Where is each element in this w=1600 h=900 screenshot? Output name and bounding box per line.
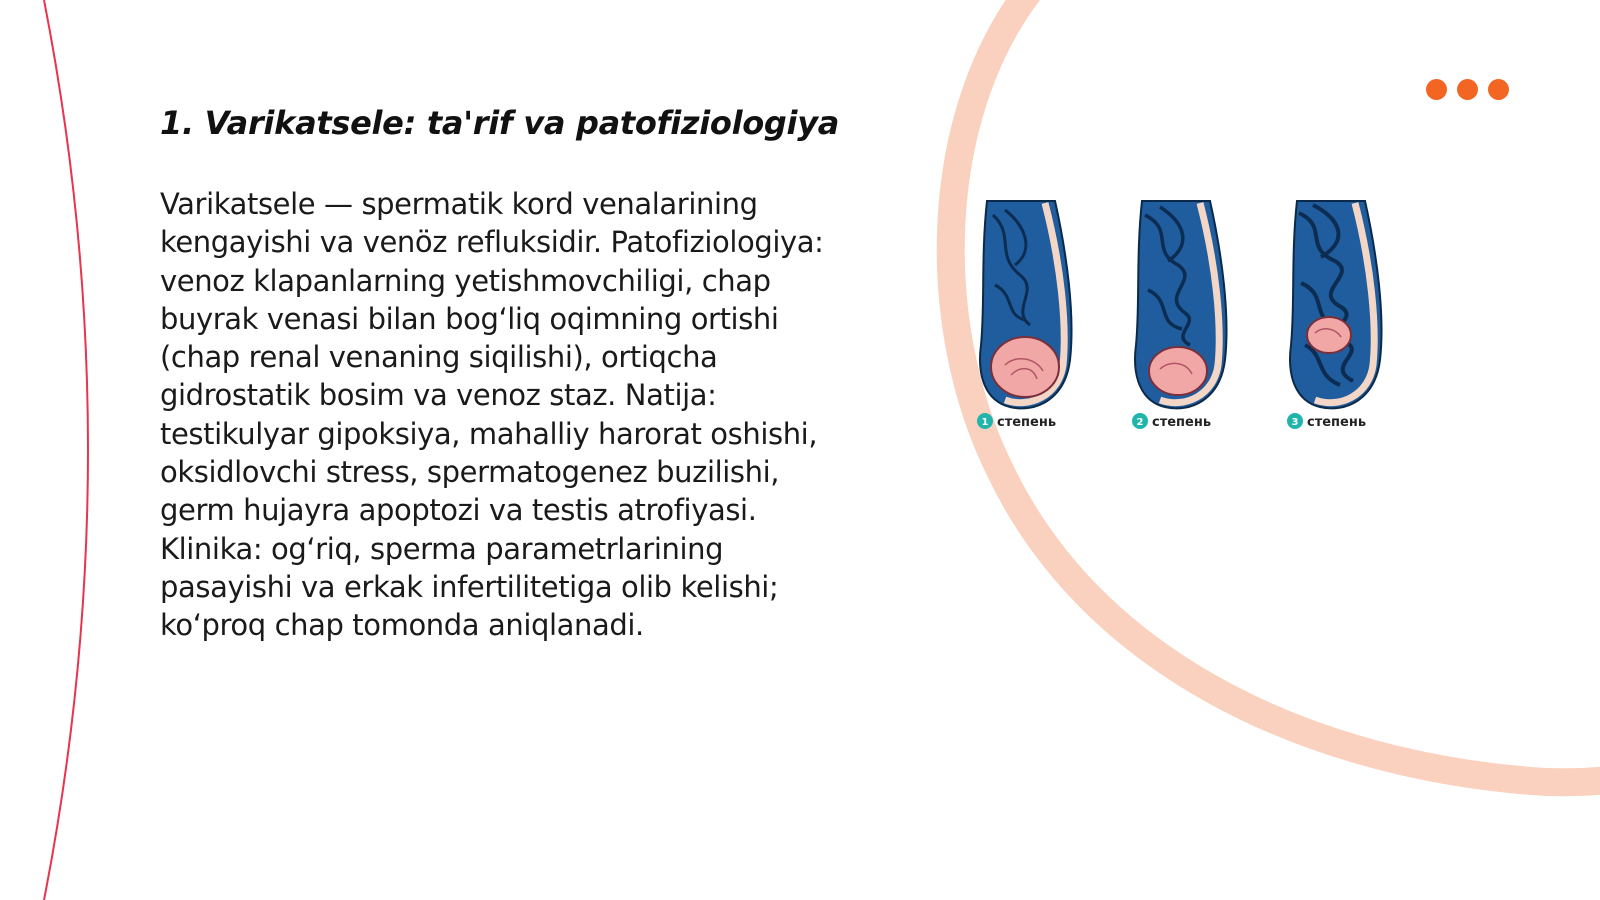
stage-2-number: 2 (1136, 417, 1144, 428)
stage-1-figure (980, 201, 1071, 408)
stage-1-label: степень (997, 415, 1057, 430)
stage-1-caption (977, 413, 1056, 430)
left-red-curve (44, 0, 88, 900)
varicocele-stages-illustration (975, 195, 1405, 445)
slide-body-text: Varikatsele — spermatik kord venalarining kengayishi va venöz refluksidir. Patofiziologiya: venoz klapanlarning yetishmovchiligi, chap buyrak venasi bilan bog‘liq oqimning ortishi (chap renal venaning siqilishi), ortiqcha gidrostatik bosim va venoz staz. Natija: testikulyar gipoksiya, mahalliy harorat oshishi, oksidlovchi stress, spermatogenez buzilishi, germ hujayra apoptozi va testis atrofiyasi. Klinika: og‘riq, sperma parametrlarining pasayishi va erkak infertilitetiga olib kelishi; ko‘proq chap tomonda aniqlanadi. (160, 187, 824, 643)
dot-icon (1488, 79, 1509, 100)
dot-icon (1457, 79, 1478, 100)
menu-dots (1426, 79, 1509, 100)
stage-2-caption (1132, 413, 1211, 430)
stage-2-figure (1135, 201, 1226, 408)
slide-title: 1. Varikatsele: ta'rif va patofiziologiya (160, 104, 840, 142)
stage-2-label: степень (1152, 415, 1212, 430)
stage-3-number: 3 (1291, 417, 1299, 428)
stage-1-number: 1 (981, 417, 989, 428)
dot-icon (1426, 79, 1447, 100)
stage-3-figure (1290, 201, 1381, 408)
stage-3-label: степень (1307, 415, 1367, 430)
stage-3-caption (1287, 413, 1366, 430)
